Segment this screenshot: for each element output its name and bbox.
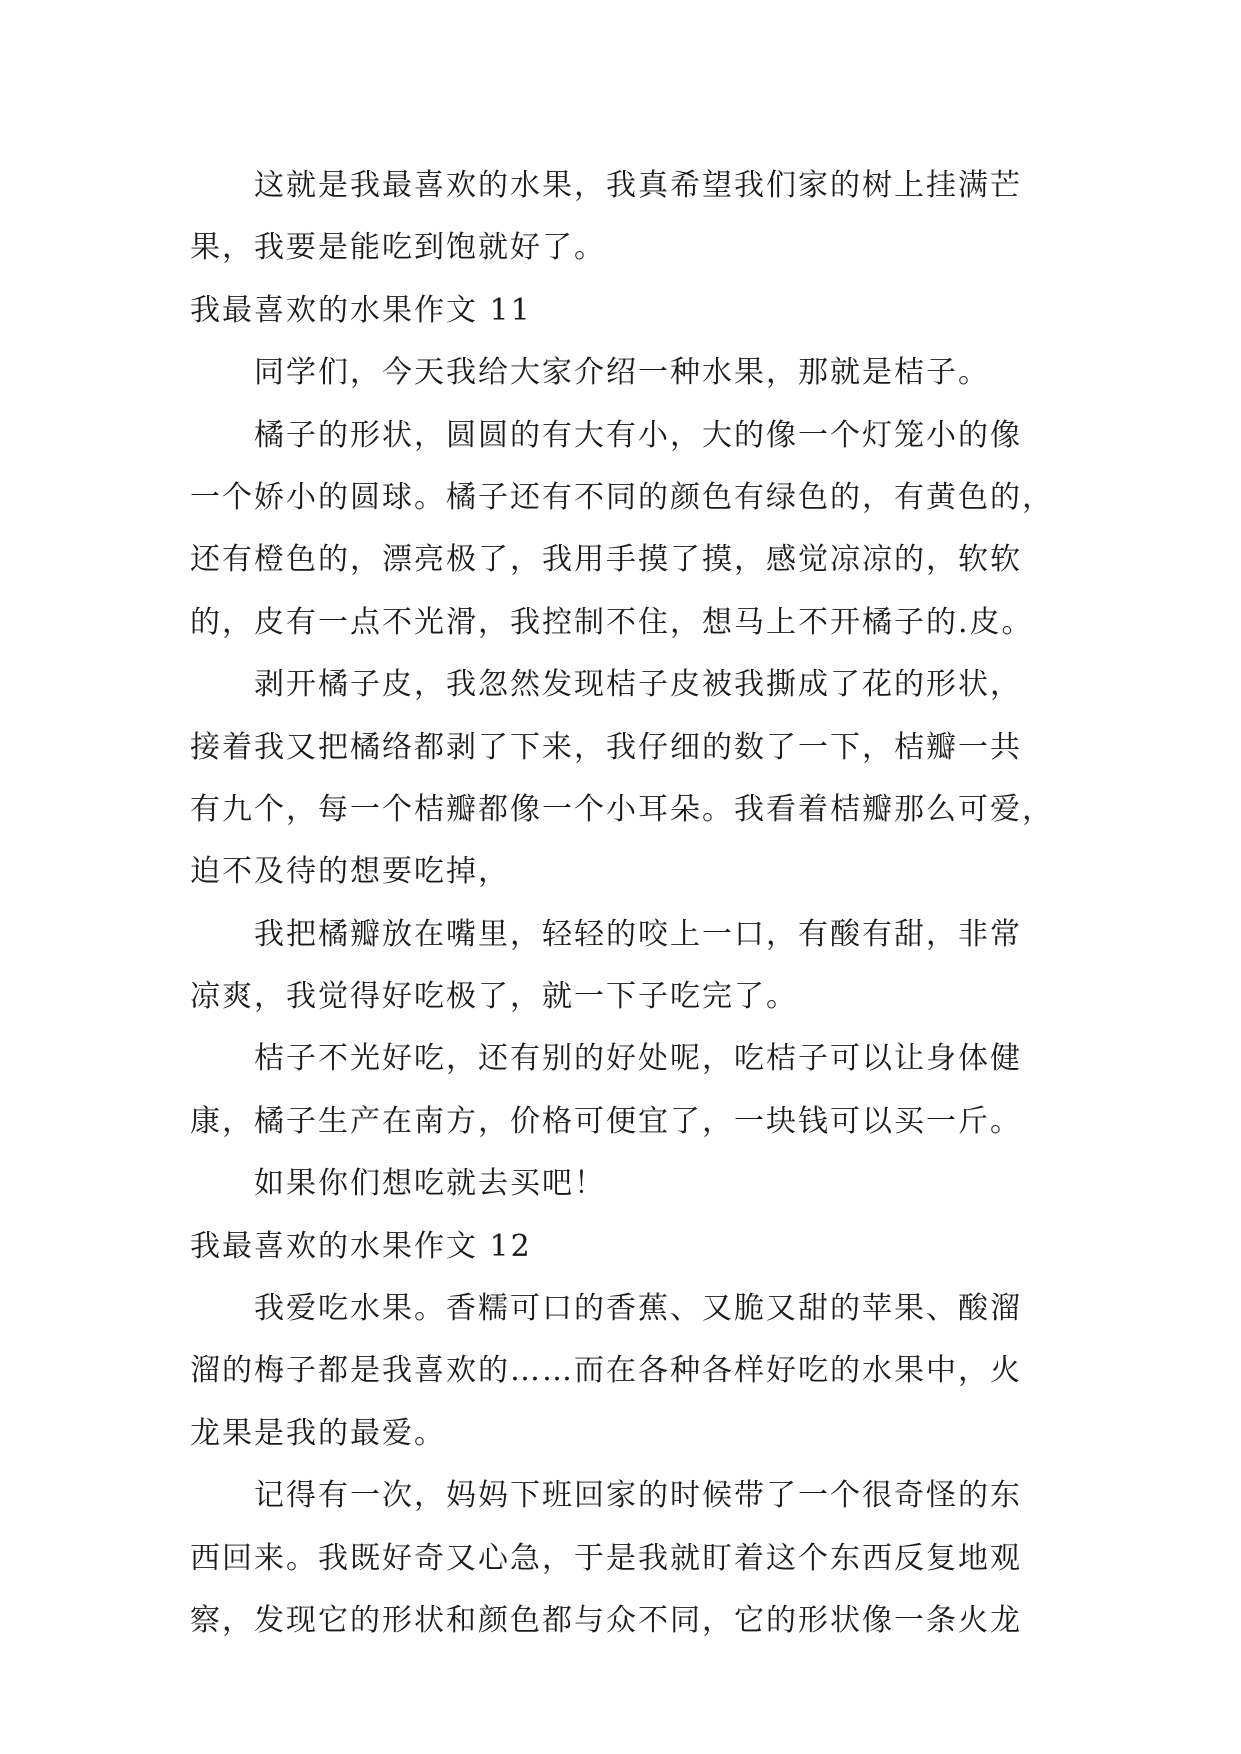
- section-heading: 我最喜欢的水果作文 12: [190, 1228, 532, 1264]
- document-body: [190, 155, 1058, 1652]
- paragraph-line: 龙果是我的最爱。: [190, 1415, 446, 1451]
- paragraph-line: 桔子不光好吃，还有别的好处呢，吃桔子可以让身体健: [254, 1041, 1022, 1077]
- paragraph-line: 迫不及待的想要吃掉，: [190, 854, 510, 890]
- paragraph-line: 果，我要是能吃到饱就好了。: [190, 230, 606, 266]
- paragraph-line: 如果你们想吃就去买吧！: [254, 1166, 606, 1202]
- paragraph-line: 我把橘瓣放在嘴里，轻轻的咬上一口，有酸有甜，非常: [254, 916, 1022, 952]
- section-heading: 我最喜欢的水果作文 11: [190, 292, 532, 328]
- paragraph-line: 康，橘子生产在南方，价格可便宜了，一块钱可以买一斤。: [190, 1103, 1022, 1139]
- paragraph-line: 这就是我最喜欢的水果，我真希望我们家的树上挂满芒: [254, 168, 1022, 203]
- paragraph-line: 一个娇小的圆球。橘子还有不同的颜色有绿色的，有黄色的，: [190, 479, 1054, 515]
- paragraph-line: 剥开橘子皮，我忽然发现桔子皮被我撕成了花的形状，: [254, 667, 1022, 703]
- paragraph-line: 记得有一次，妈妈下班回家的时候带了一个很奇怪的东: [254, 1478, 1022, 1514]
- paragraph-line: 的，皮有一点不光滑，我控制不住，想马上不开橘子的.皮。: [190, 604, 1034, 640]
- paragraph-line: 橘子的形状，圆圆的有大有小，大的像一个灯笼小的像: [254, 417, 1022, 453]
- paragraph-line: 察，发现它的形状和颜色都与众不同，它的形状像一条火龙: [190, 1602, 1022, 1638]
- paragraph-line: 溜的梅子都是我喜欢的……而在各种各样好吃的水果中，火: [190, 1353, 1022, 1389]
- paragraph-line: 西回来。我既好奇又心急，于是我就盯着这个东西反复地观: [190, 1540, 1022, 1576]
- paragraph-line: 接着我又把橘络都剥了下来，我仔细的数了一下，桔瓣一共: [190, 729, 1022, 765]
- paragraph-line: 同学们，今天我给大家介绍一种水果，那就是桔子。: [254, 355, 990, 391]
- paragraph-line: 凉爽，我觉得好吃极了，就一下子吃完了。: [190, 979, 798, 1015]
- paragraph-line: 有九个，每一个桔瓣都像一个小耳朵。我看着桔瓣那么可爱，: [190, 791, 1054, 827]
- paragraph-line: 还有橙色的，漂亮极了，我用手摸了摸，感觉凉凉的，软软: [190, 542, 1022, 578]
- paragraph-line: 我爱吃水果。香糯可口的香蕉、又脆又甜的苹果、酸溜: [254, 1291, 1022, 1327]
